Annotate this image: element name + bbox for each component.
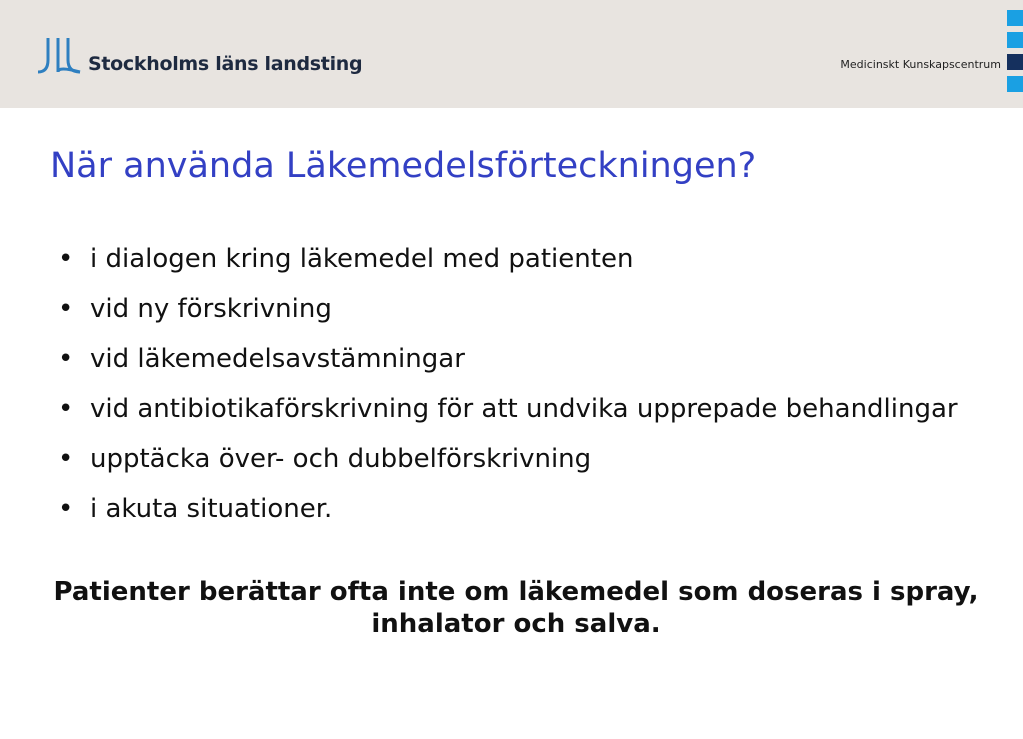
bullet-text: vid ny förskrivning <box>90 294 332 324</box>
square-2 <box>1007 32 1023 48</box>
decorative-squares <box>1007 10 1023 98</box>
emphasis-note: Patienter berättar ofta inte om läkemedel som doseras i spray, inhalator och salva. <box>53 577 979 639</box>
bullet-item <box>58 393 958 425</box>
bullet-dot: • <box>58 344 74 374</box>
sll-logo-icon <box>36 36 82 76</box>
department-label: Medicinskt Kunskapscentrum <box>840 58 1001 71</box>
bullet-item <box>58 243 958 275</box>
square-4 <box>1007 76 1023 92</box>
bullet-text: vid antibiotikaförskrivning för att undvika upprepade behandlingar <box>90 394 958 424</box>
bullet-text: upptäcka över- och dubbelförskrivning <box>90 444 592 474</box>
bullet-text: i akuta situationer. <box>90 494 333 524</box>
bullet-dot: • <box>58 394 74 424</box>
slide-title: När använda Läkemedelsförteckningen? <box>50 146 757 186</box>
header-bar <box>0 0 1023 108</box>
square-1 <box>1007 10 1023 26</box>
bullet-dot: • <box>58 244 74 274</box>
bullet-item <box>58 343 958 375</box>
bullet-item <box>58 443 958 475</box>
bullet-dot: • <box>58 294 74 324</box>
bullet-item <box>58 493 958 525</box>
bullet-text: i dialogen kring läkemedel med patienten <box>90 244 634 274</box>
bullet-dot: • <box>58 494 74 524</box>
square-3 <box>1007 54 1023 70</box>
logo-text: Stockholms läns landsting <box>88 53 363 75</box>
bullet-list <box>58 243 958 543</box>
bullet-text: vid läkemedelsavstämningar <box>90 344 465 374</box>
bullet-item <box>58 293 958 325</box>
bullet-dot: • <box>58 444 74 474</box>
